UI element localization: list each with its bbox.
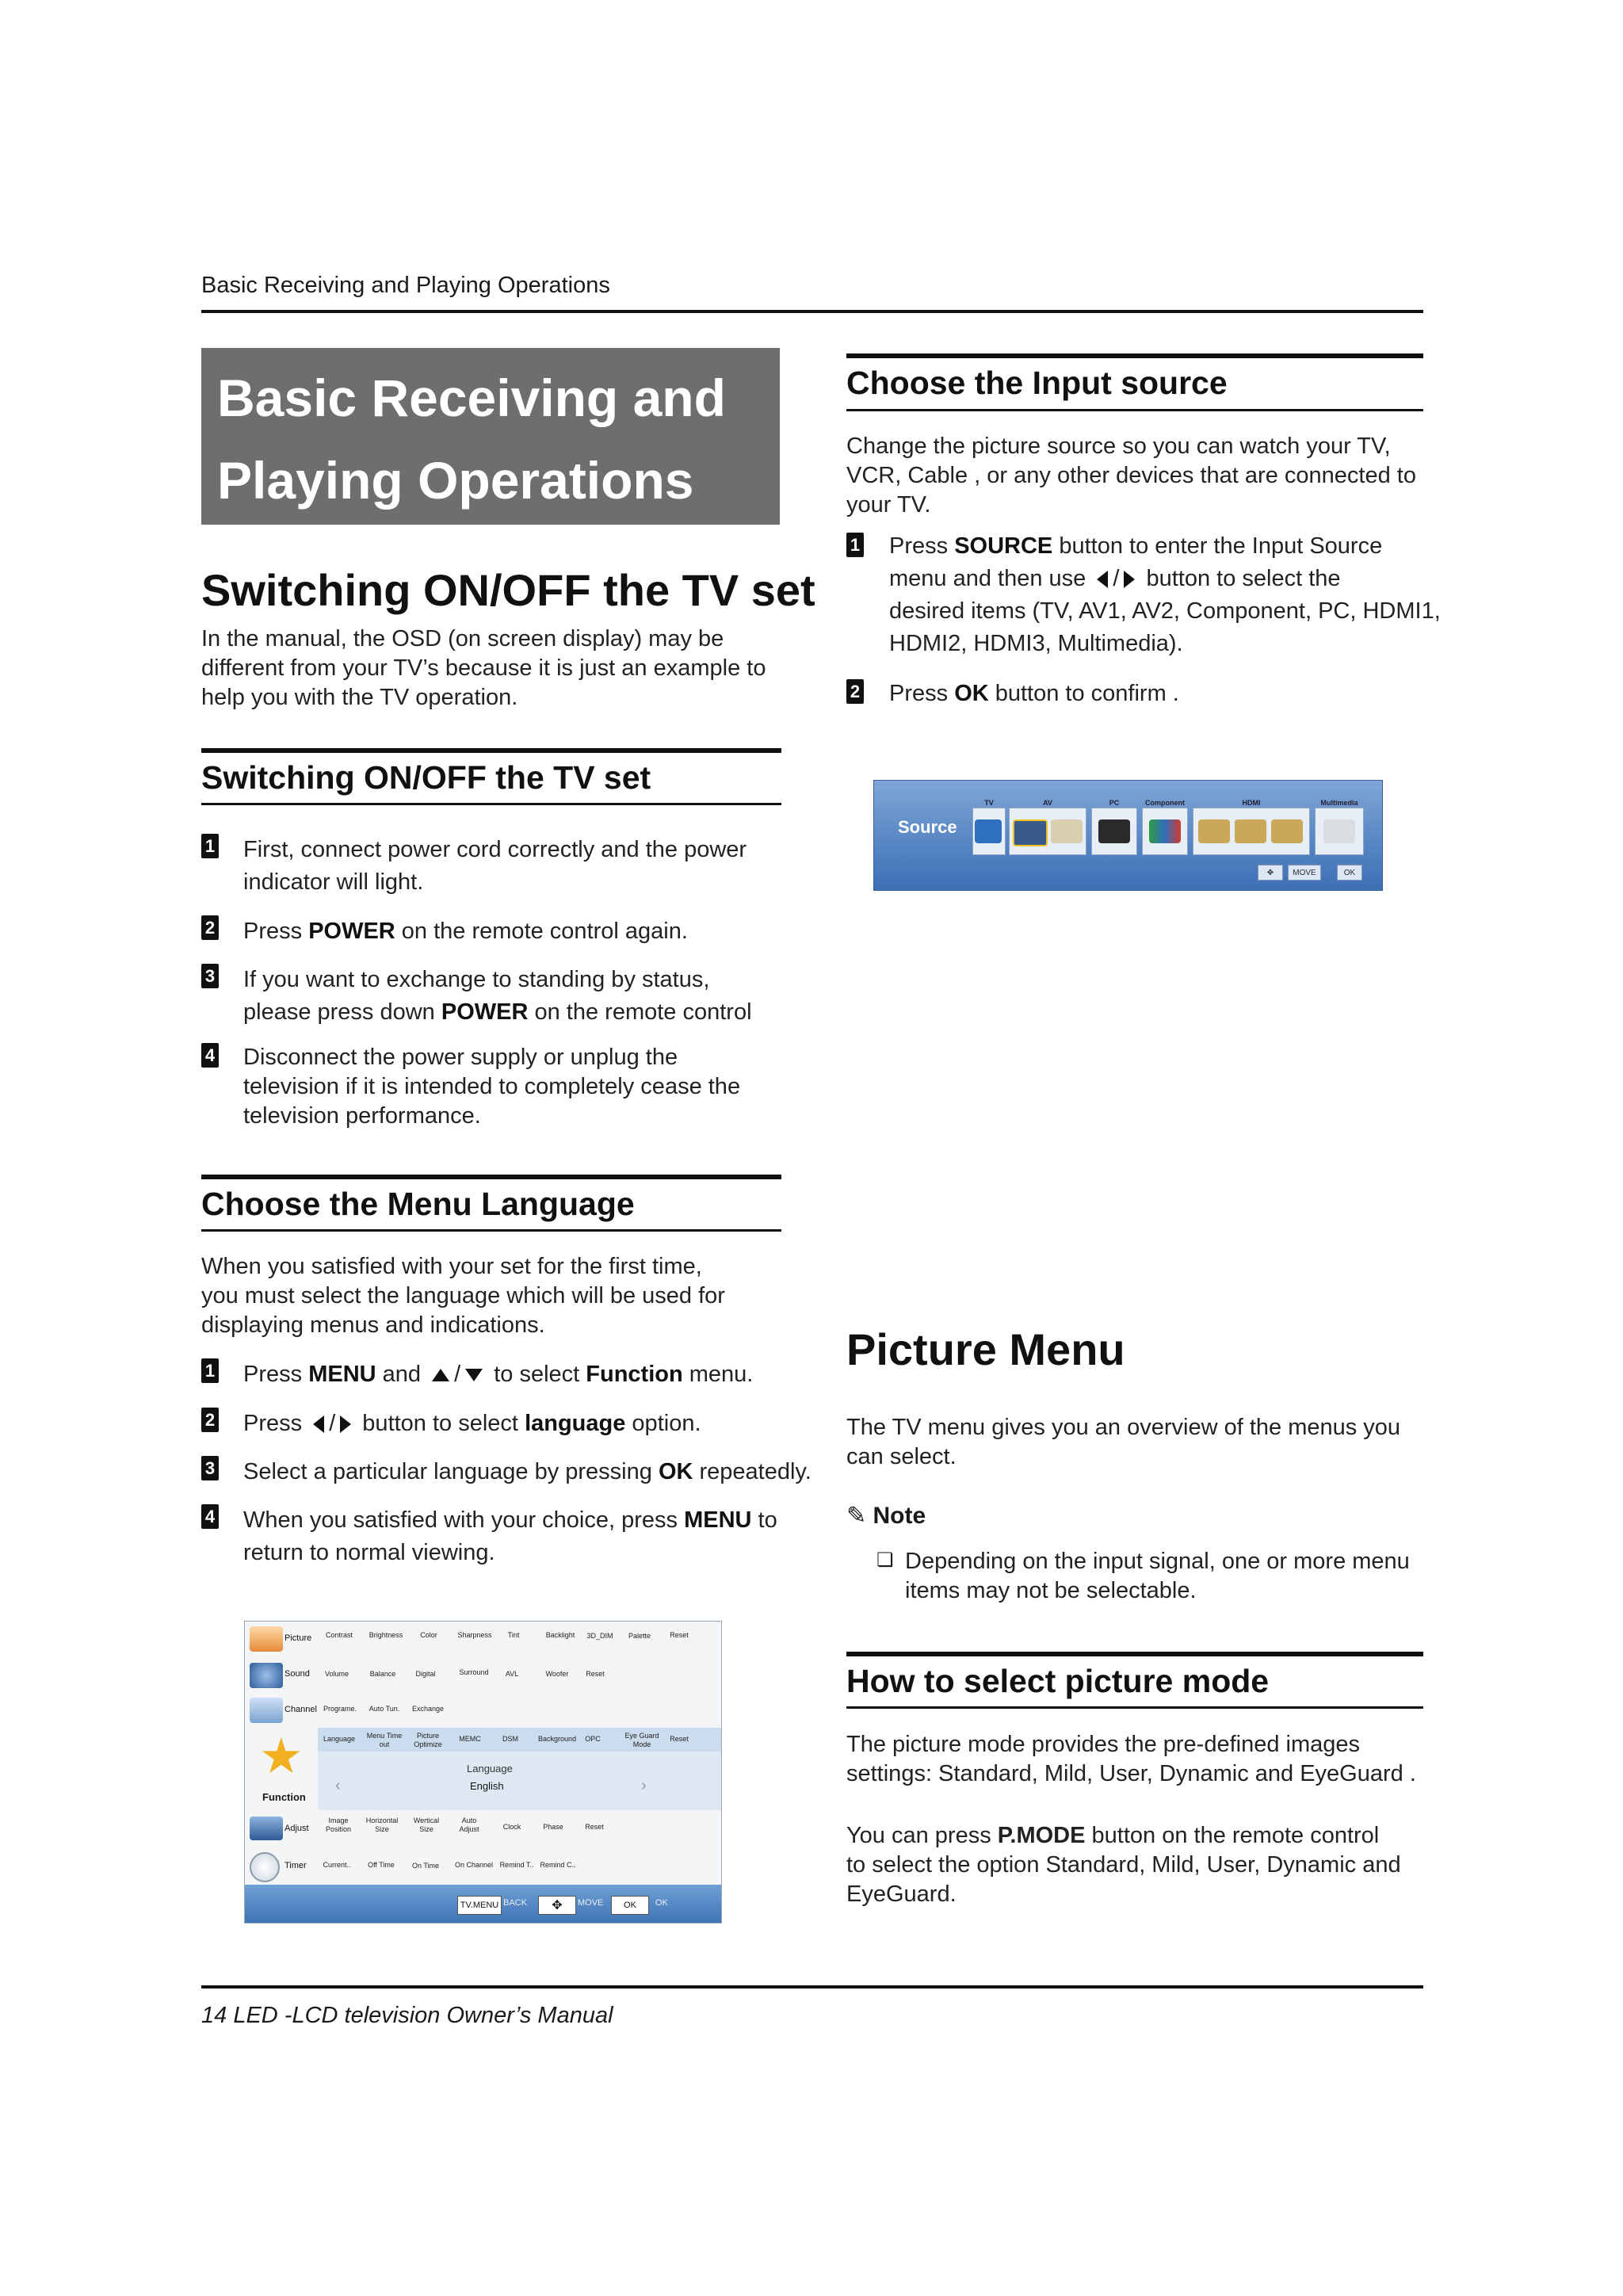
- right-arrow-icon: [1124, 571, 1135, 588]
- step-line: television performance.: [243, 1103, 481, 1129]
- osd-item: OPC: [585, 1735, 601, 1743]
- source-group-multimedia[interactable]: [1315, 799, 1364, 855]
- right-arrow-icon: [340, 1415, 351, 1433]
- tv-icon: [975, 819, 1002, 843]
- step-line: return to normal viewing.: [243, 1540, 495, 1565]
- av-cable-icon: [1051, 819, 1083, 843]
- note-text: [905, 1547, 1410, 1606]
- clock-icon: [250, 1852, 280, 1882]
- step-text-part: to select: [487, 1362, 586, 1387]
- step-line: desired items (TV, AV1, AV2, Component, PC, HDMI1,: [889, 598, 1441, 624]
- osd-category: Sound: [285, 1669, 310, 1679]
- osd-item: Backlight: [545, 1631, 575, 1639]
- step-number: 1: [201, 834, 219, 858]
- osd-item: Woofer: [545, 1670, 569, 1678]
- intro-line: displaying menus and indications.: [201, 1312, 545, 1338]
- picture-icon: [250, 1626, 283, 1652]
- move-caption: MOVE: [1288, 865, 1321, 881]
- osd-category: Timer: [285, 1861, 307, 1870]
- picture-menu-heading: Picture Menu: [846, 1324, 1125, 1374]
- intro-line: VCR, Cable , or any other devices that are connected to: [846, 463, 1416, 488]
- switching-step-3: [243, 964, 752, 1029]
- para-line: The picture mode provides the pre-defined images: [846, 1732, 1361, 1757]
- move-arrows-icon[interactable]: ✥: [538, 1896, 576, 1915]
- osd-row-adjust: [245, 1810, 721, 1848]
- note-heading: [846, 1502, 926, 1530]
- intro-line: different from your TV’s because it is just an example to: [201, 655, 766, 681]
- osd-item: Clock: [502, 1823, 521, 1831]
- switching-step-4: [243, 1043, 740, 1131]
- step-number: 2: [201, 1408, 219, 1432]
- language-value[interactable]: English: [470, 1780, 504, 1792]
- left-arrow-icon: [1097, 571, 1108, 588]
- osd-item: Surround: [459, 1668, 489, 1676]
- osd-item: Eye Guard Mode: [624, 1732, 659, 1748]
- hdmi-icon: [1198, 819, 1230, 843]
- chapter-title-box: [201, 348, 780, 525]
- osd-item: Wertical Size: [413, 1817, 440, 1833]
- step-keyword: MENU: [308, 1362, 376, 1387]
- osd-item: On Time: [411, 1862, 439, 1870]
- section-rule-bottom: [846, 409, 1423, 411]
- usb-icon: [1323, 819, 1355, 843]
- step-line: HDMI2, HDMI3, Multimedia).: [889, 631, 1183, 656]
- note-line: items may not be selectable.: [905, 1578, 1197, 1603]
- move-arrows-icon: ✥: [1258, 865, 1283, 881]
- osd-menu-screenshot: [244, 1621, 722, 1924]
- step-text-part: button to select: [356, 1411, 525, 1436]
- channel-icon: [250, 1698, 283, 1723]
- intro-line: The TV menu gives you an overview of the menus you: [846, 1415, 1401, 1440]
- step-number: 2: [201, 915, 219, 940]
- osd-item: Reset: [670, 1631, 689, 1639]
- step-text-part: Press: [243, 1411, 309, 1436]
- osd-category: Function: [262, 1791, 306, 1803]
- step-text-part: button to enter the Input Source: [1052, 533, 1383, 559]
- switching-intro: [201, 625, 766, 712]
- hdmi-icon: [1235, 819, 1266, 843]
- step-number: 3: [201, 964, 219, 988]
- menu-language-step-2: Press / button to select language option.: [243, 1411, 701, 1436]
- osd-item: AVL: [505, 1670, 519, 1678]
- osd-item: Image Position: [325, 1817, 352, 1833]
- osd-item: On Channel: [454, 1861, 494, 1869]
- step-text-part: menu and then use: [889, 566, 1093, 591]
- intro-line: In the manual, the OSD (on screen display) may be: [201, 626, 724, 651]
- osd-row-sound: [245, 1657, 721, 1694]
- component-cable-icon: [1149, 819, 1181, 843]
- osd-item: Programe.: [323, 1705, 357, 1713]
- osd-item: Reset: [586, 1670, 605, 1678]
- switching-step-2: [243, 915, 688, 948]
- source-group-caption: TV: [984, 799, 994, 807]
- step-keyword: POWER: [308, 919, 395, 944]
- source-group-av[interactable]: [1009, 799, 1086, 855]
- menu-language-step-4: [243, 1504, 777, 1569]
- para-text-part: button on the remote control: [1085, 1823, 1380, 1848]
- osd-row-timer: [245, 1847, 721, 1885]
- source-group-caption: AV: [1043, 799, 1052, 807]
- intro-line: When you satisfied with your set for the first time,: [201, 1254, 702, 1279]
- osd-item: Palette: [628, 1632, 651, 1640]
- menu-language-step-3: [243, 1456, 812, 1488]
- step-text-part: button to confirm .: [988, 681, 1179, 706]
- step-text-part: on the remote control again.: [395, 919, 688, 944]
- step-number: 1: [201, 1358, 219, 1383]
- step-keyword: POWER: [441, 999, 529, 1025]
- step-keyword: MENU: [684, 1507, 752, 1533]
- source-group-caption: Component: [1145, 799, 1185, 807]
- osd-item: DSM: [502, 1735, 518, 1743]
- osd-item: Background: [537, 1735, 577, 1743]
- step-text-part: Press: [243, 1362, 309, 1387]
- footer-rule: [201, 1985, 1423, 1988]
- intro-line: Change the picture source so you can watch your TV,: [846, 434, 1391, 459]
- osd-item: Remind C..: [540, 1861, 576, 1869]
- osd-category: Picture: [285, 1633, 312, 1643]
- step-number: 4: [201, 1043, 219, 1068]
- intro-line: you must select the language which will be used for: [201, 1283, 725, 1308]
- step-text-part: button to select the: [1140, 566, 1341, 591]
- move-caption: MOVE: [578, 1898, 604, 1908]
- osd-item: Off Time: [368, 1861, 395, 1869]
- up-arrow-icon: [432, 1369, 449, 1381]
- input-source-intro: [846, 432, 1416, 520]
- star-icon: ★: [259, 1729, 304, 1784]
- checkbox-bullet-icon: ❏: [876, 1549, 894, 1571]
- source-label: Source: [898, 817, 957, 837]
- vga-connector-icon: [1098, 819, 1130, 843]
- step-text-part: When you satisfied with your choice, press: [243, 1507, 685, 1533]
- picture-mode-para1: [846, 1730, 1416, 1789]
- page-footer: 14 LED -LCD television Owner’s Manual: [201, 2003, 613, 2028]
- para-line: to select the option Standard, Mild, User, Dynamic and: [846, 1852, 1401, 1878]
- osd-item: Contrast: [325, 1631, 353, 1639]
- section-rule-top: [201, 1175, 781, 1179]
- hdmi-icon: [1271, 819, 1303, 843]
- header-rule: [201, 310, 1423, 313]
- step-number: 2: [846, 679, 864, 704]
- step-text-part: Press: [889, 681, 955, 706]
- step-line: If you want to exchange to standing by status,: [243, 967, 710, 992]
- tv-menu-button[interactable]: TV.MENU: [457, 1896, 502, 1915]
- ok-button[interactable]: OK: [611, 1896, 649, 1915]
- osd-row-function: [245, 1728, 721, 1811]
- source-group-pc[interactable]: [1091, 799, 1137, 855]
- osd-item: Reset: [585, 1823, 604, 1831]
- speaker-icon: [250, 1663, 283, 1688]
- step-number: 1: [846, 533, 864, 557]
- source-group-hdmi[interactable]: [1193, 799, 1310, 855]
- step-text-part: Press: [889, 533, 955, 559]
- down-arrow-icon: [465, 1369, 483, 1381]
- step-keyword: SOURCE: [954, 533, 1053, 559]
- menu-language-intro: [201, 1252, 725, 1340]
- para-line: settings: Standard, Mild, User, Dynamic and EyeGuard .: [846, 1761, 1416, 1786]
- source-group-caption: PC: [1109, 799, 1120, 807]
- step-text-part: please press down: [243, 999, 441, 1025]
- step-text-part: Select a particular language by pressing: [243, 1459, 659, 1484]
- step-number: 4: [201, 1504, 219, 1529]
- input-source-section-title: Choose the Input source: [846, 365, 1228, 401]
- step-text-part: and: [376, 1362, 428, 1387]
- osd-row-channel: [245, 1693, 721, 1729]
- switching-step-1: [243, 834, 747, 899]
- step-text-part: on the remote control: [528, 999, 752, 1025]
- section-rule-bottom: [201, 1229, 781, 1232]
- intro-line: can select.: [846, 1444, 957, 1469]
- osd-item: Volume: [324, 1670, 349, 1678]
- switching-heading: Switching ON/OFF the TV set: [201, 565, 815, 615]
- intro-line: your TV.: [846, 492, 931, 518]
- osd-category: Adjust: [285, 1824, 309, 1833]
- osd-item: Language: [323, 1735, 356, 1743]
- step-number: 3: [201, 1456, 219, 1480]
- section-rule-bottom: [846, 1706, 1423, 1709]
- picture-mode-para2: [846, 1821, 1401, 1909]
- osd-item: Menu Time out: [366, 1732, 403, 1748]
- step-line: First, connect power cord correctly and the power: [243, 837, 747, 862]
- picture-mode-section-title: How to select picture mode: [846, 1663, 1270, 1699]
- left-arrow-icon: [313, 1415, 324, 1433]
- step-keyword: language: [525, 1411, 626, 1436]
- step-keyword: OK: [954, 681, 989, 706]
- running-header: Basic Receiving and Playing Operations: [201, 273, 610, 298]
- step-keyword: Function: [586, 1362, 683, 1387]
- osd-item: MEMC: [459, 1735, 481, 1743]
- osd-item: Tint: [507, 1631, 520, 1639]
- adjust-icon: [250, 1817, 283, 1840]
- step-keyword: OK: [658, 1459, 693, 1484]
- chevron-left-icon[interactable]: ‹: [335, 1777, 341, 1794]
- note-line: Depending on the input signal, one or more menu: [905, 1549, 1410, 1574]
- para-text-part: You can press: [846, 1823, 998, 1848]
- source-group-caption: Multimedia: [1320, 799, 1358, 807]
- picture-menu-intro: [846, 1413, 1400, 1472]
- osd-item: Horizontal Size: [365, 1817, 399, 1833]
- osd-item: Picture Optimize: [414, 1732, 442, 1748]
- step-text-part: menu.: [682, 1362, 754, 1387]
- source-group-tv[interactable]: [972, 799, 1006, 855]
- osd-item: Sharpness: [457, 1631, 492, 1639]
- chapter-title-line2: Playing Operations: [217, 451, 694, 510]
- av-cable-icon: [1013, 819, 1048, 846]
- source-group-caption: HDMI: [1242, 799, 1261, 807]
- step-text-part: repeatedly.: [693, 1459, 812, 1484]
- para-keyword: P.MODE: [997, 1823, 1086, 1848]
- step-text-part: Press: [243, 919, 309, 944]
- note-label: Note: [873, 1503, 926, 1529]
- osd-category: Channel: [285, 1705, 317, 1714]
- osd-row-picture: [245, 1622, 721, 1658]
- section-rule-top: [846, 1652, 1423, 1656]
- step-text-part: to: [751, 1507, 777, 1533]
- intro-line: help you with the TV operation.: [201, 685, 518, 710]
- osd-item: Brightness: [369, 1631, 403, 1639]
- menu-language-section-title: Choose the Menu Language: [201, 1186, 635, 1222]
- source-menu-screenshot: [873, 780, 1383, 891]
- step-line: television if it is intended to completely cease the: [243, 1074, 741, 1099]
- input-source-step-2: [889, 678, 1179, 710]
- input-source-step-1: Press SOURCE button to enter the Input Source menu and then use / button to select the desired items (TV, AV1, AV2, Component, PC, HDMI1, HDMI2, HDMI3, Multimedia).: [889, 530, 1441, 660]
- ok-caption: OK: [655, 1898, 668, 1908]
- chapter-title-line1: Basic Receiving and: [217, 369, 726, 427]
- osd-item: Current..: [323, 1861, 351, 1869]
- back-caption: BACK: [503, 1898, 527, 1908]
- osd-item: Digital: [415, 1670, 436, 1678]
- step-line: Disconnect the power supply or unplug the: [243, 1045, 678, 1070]
- pencil-icon: ✎: [846, 1503, 867, 1529]
- ok-caption: OK: [1337, 865, 1362, 881]
- osd-item: Remind T..: [499, 1861, 534, 1869]
- section-rule-bottom: [201, 803, 781, 805]
- step-line: indicator will light.: [243, 869, 424, 895]
- osd-item: Reset: [670, 1735, 689, 1743]
- osd-item: Balance: [369, 1670, 396, 1678]
- menu-language-step-1: Press MENU and / to select Function menu.: [243, 1362, 754, 1387]
- source-group-component[interactable]: [1142, 799, 1188, 855]
- section-rule-top: [201, 748, 781, 753]
- osd-item: Auto Tun.: [369, 1705, 400, 1713]
- para-line: EyeGuard.: [846, 1881, 957, 1907]
- osd-bottom-bar: [245, 1885, 721, 1923]
- osd-item: Auto Adjust: [459, 1817, 479, 1833]
- chevron-right-icon[interactable]: ›: [641, 1777, 647, 1794]
- osd-item: Color: [420, 1631, 437, 1639]
- osd-item: Exchange: [411, 1705, 445, 1713]
- section-rule-top: [846, 353, 1423, 358]
- osd-item: 3D_DIM: [586, 1632, 613, 1640]
- step-text-part: option.: [625, 1411, 701, 1436]
- function-icon-cell: [245, 1728, 318, 1810]
- language-label: Language: [467, 1763, 513, 1775]
- switching-section-title: Switching ON/OFF the TV set: [201, 759, 651, 796]
- osd-item: Phase: [543, 1823, 563, 1831]
